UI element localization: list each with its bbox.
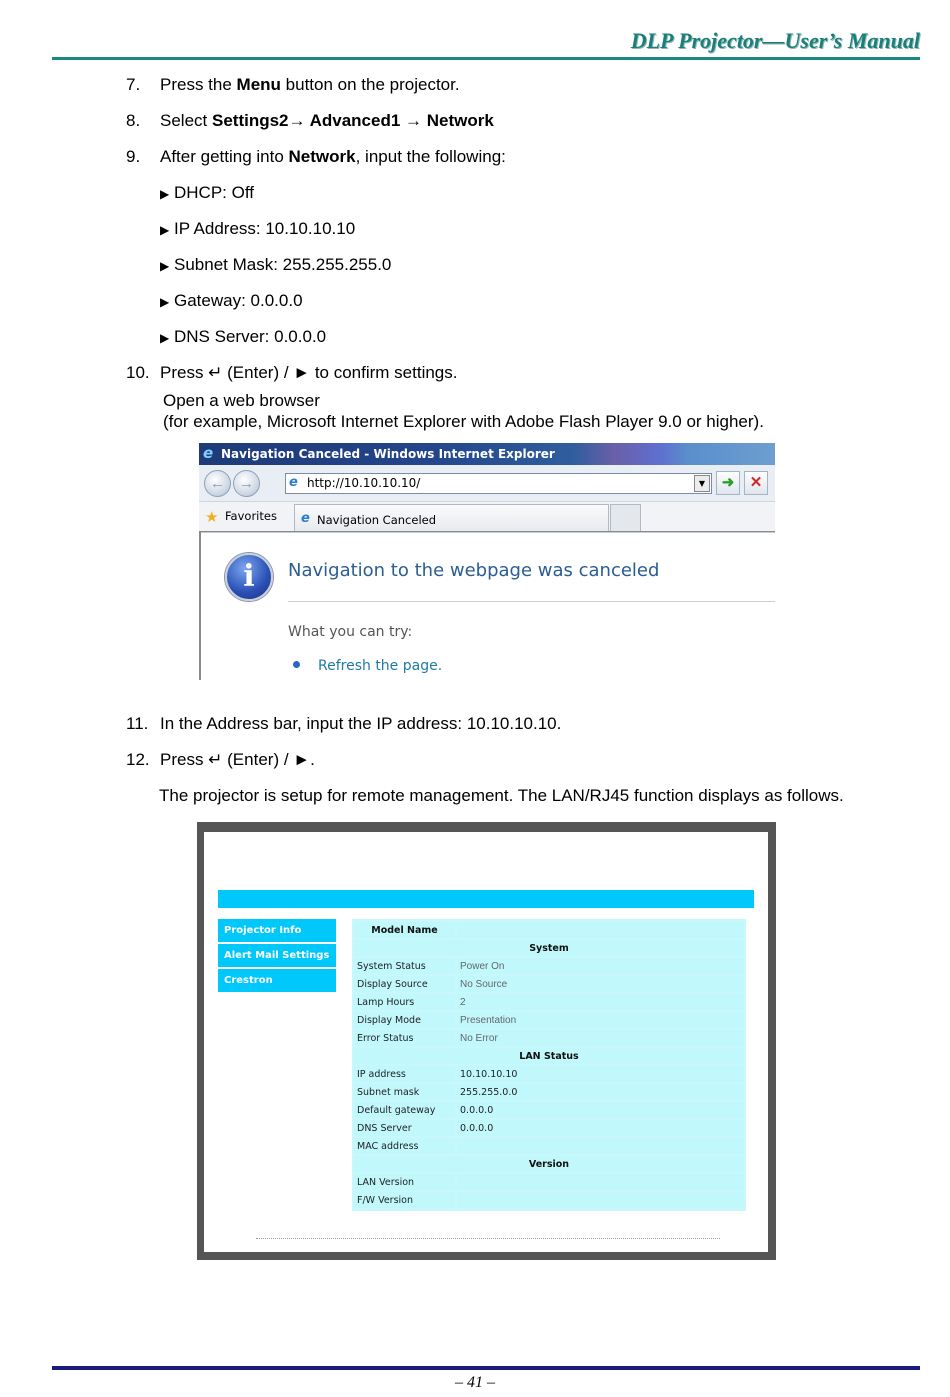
table-row: System Status Power On: [354, 958, 744, 974]
table-row: Subnet mask 255.255.0.0: [354, 1084, 744, 1100]
refresh-link[interactable]: Refresh the page.: [318, 658, 443, 674]
error-heading: Navigation to the webpage was canceled: [288, 560, 660, 581]
star-icon: ★: [205, 508, 219, 526]
step-10-line3: (for example, Microsoft Internet Explorer with Adobe Flash Player 9.0 or higher).: [163, 412, 764, 431]
table-row: IP address 10.10.10.10: [354, 1066, 744, 1082]
triangle-bullet-icon: ▶: [160, 187, 170, 201]
setting-gateway: ▶ Gateway: 0.0.0.0: [160, 291, 303, 310]
address-bar[interactable]: e http://10.10.10.10/ ▼: [285, 473, 712, 494]
table-row: Display Mode Presentation: [354, 1012, 744, 1028]
dropdown-icon[interactable]: ▼: [694, 475, 710, 492]
closing-text: The projector is setup for remote management. The LAN/RJ45 function displays as follows.: [159, 786, 844, 805]
setting-ip: ▶ IP Address: 10.10.10.10: [160, 219, 356, 238]
dotted-divider: [256, 1238, 720, 1239]
info-icon: i: [225, 553, 273, 601]
section-row: LAN Status: [354, 1048, 744, 1064]
step-7: 7. Press the Menu button on the projector.: [126, 75, 460, 94]
footer-divider: [52, 1366, 920, 1370]
step-12: 12. Press ↵ (Enter) / ►.: [126, 750, 315, 769]
lan-header-bar: [218, 890, 754, 908]
triangle-bullet-icon: ▶: [160, 331, 170, 345]
page-icon: e: [301, 511, 310, 526]
lan-page-screenshot: [197, 822, 776, 1260]
lan-sidebar: [218, 919, 336, 994]
favorites-button[interactable]: Favorites: [225, 509, 277, 523]
section-row: System: [354, 940, 744, 956]
browser-title-bar: e Navigation Canceled - Windows Internet Explorer: [199, 443, 775, 465]
setting-dns: ▶ DNS Server: 0.0.0.0: [160, 327, 327, 346]
step-11: 11. In the Address bar, input the IP address: 10.10.10.10.: [126, 714, 562, 733]
table-row: Display Source No Source: [354, 976, 744, 992]
triangle-bullet-icon: ▶: [160, 223, 170, 237]
page-number: – 41 –: [455, 1374, 495, 1391]
step-9: 9. After getting into Network, input the following:: [126, 147, 506, 166]
table-row: F/W Version: [354, 1192, 744, 1208]
step-10-line2: Open a web browser: [163, 391, 320, 410]
triangle-bullet-icon: ▶: [160, 259, 170, 273]
manual-header-title: DLP Projector—User’s Manual: [630, 28, 920, 53]
back-icon[interactable]: ←: [204, 470, 231, 497]
browser-screenshot: [199, 443, 775, 680]
try-label: What you can try:: [288, 624, 413, 640]
go-icon[interactable]: ➜: [716, 471, 740, 495]
table-row: MAC address: [354, 1138, 744, 1154]
table-row: Error Status No Error: [354, 1030, 744, 1046]
setting-dhcp: ▶ DHCP: Off: [160, 183, 254, 202]
table-row: Default gateway 0.0.0.0: [354, 1102, 744, 1118]
setting-subnet: ▶ Subnet Mask: 255.255.255.0: [160, 255, 392, 274]
status-table: [352, 919, 746, 1211]
step-8: 8. Select Settings2→ Advanced1 → Network: [126, 111, 494, 130]
browser-content: [199, 531, 775, 680]
bullet-icon: [293, 661, 300, 668]
sidebar-item-projector-info[interactable]: Projector Info: [218, 919, 336, 942]
table-row: Lamp Hours 2: [354, 994, 744, 1010]
table-row: DNS Server 0.0.0.0: [354, 1120, 744, 1136]
new-tab-button[interactable]: [610, 504, 641, 532]
page-icon: e: [289, 475, 298, 490]
table-row: Model Name: [354, 922, 744, 938]
favorites-bar: [199, 502, 775, 533]
sidebar-item-alert-mail[interactable]: Alert Mail Settings: [218, 944, 336, 967]
browser-tab[interactable]: e Navigation Canceled: [294, 504, 609, 532]
table-row: LAN Version: [354, 1174, 744, 1190]
triangle-bullet-icon: ▶: [160, 295, 170, 309]
header-divider: [52, 57, 920, 60]
sidebar-item-crestron[interactable]: Crestron: [218, 969, 336, 992]
divider: [288, 601, 775, 602]
stop-icon[interactable]: ✕: [744, 471, 768, 495]
section-row: Version: [354, 1156, 744, 1172]
browser-nav-bar: [199, 465, 775, 502]
step-10: 10. Press ↵ (Enter) / ► to confirm settings.: [126, 363, 458, 382]
ie-logo-icon: e: [203, 444, 214, 462]
forward-icon[interactable]: →: [233, 470, 260, 497]
